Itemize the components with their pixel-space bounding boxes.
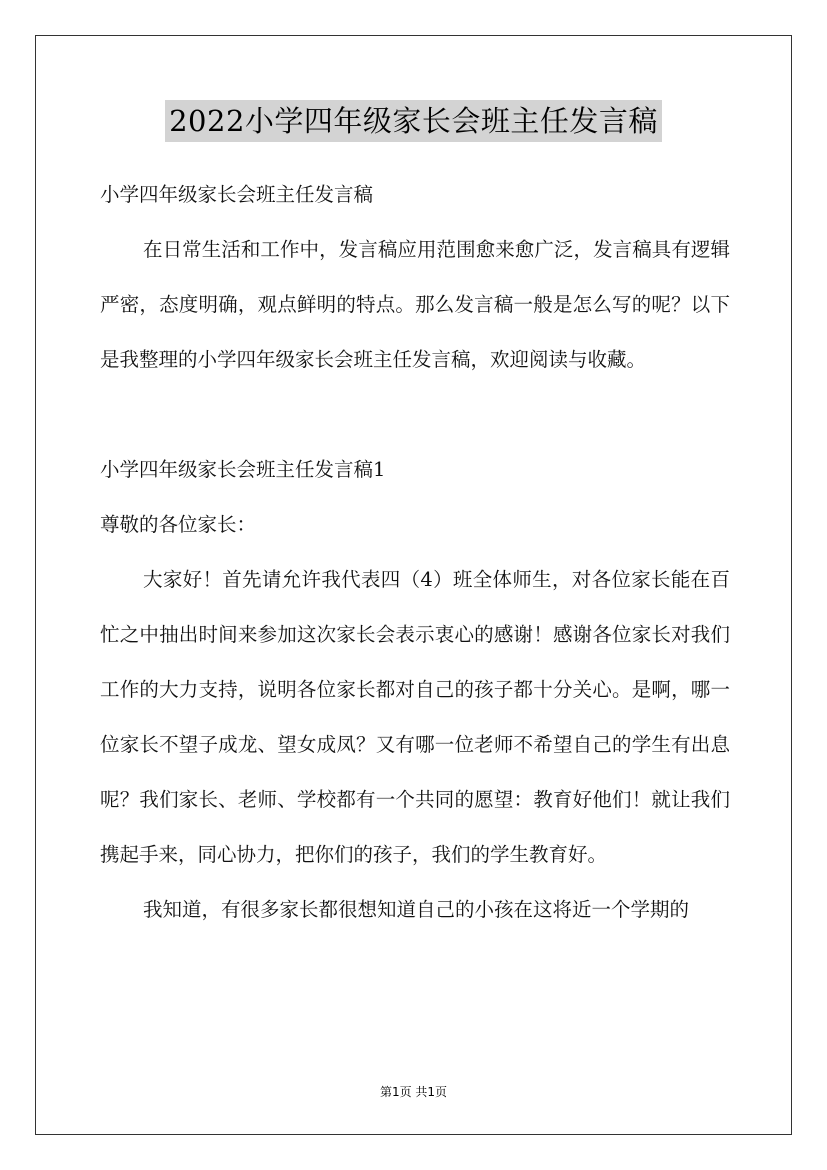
page-footer: 第1页 共1页 xyxy=(379,1085,448,1099)
subtitle: 小学四年级家长会班主任发言稿 xyxy=(100,183,374,206)
document-body xyxy=(100,167,730,937)
body-paragraph: 我知道，有很多家长都很想知道自己的小孩在这将近一个学期的 xyxy=(143,898,690,921)
salutation: 尊敬的各位家长： xyxy=(100,513,257,536)
intro-paragraph: 在日常生活和工作中，发言稿应用范围愈来愈广泛，发言稿具有逻辑严密，态度明确，观点鲜明的特点。那么发言稿一般是怎么写的呢？以下是我整理的小学四年级家长会班主任发言稿，欢迎阅读与收藏。 xyxy=(100,238,730,371)
section-heading: 小学四年级家长会班主任发言稿1 xyxy=(100,458,386,481)
section-spacer xyxy=(100,387,730,442)
title-container xyxy=(0,100,827,142)
document-title: 2022小学四年级家长会班主任发言稿 xyxy=(165,100,662,142)
body-paragraph: 大家好！首先请允许我代表四（4）班全体师生，对各位家长能在百忙之中抽出时间来参加这次家长会表示衷心的感谢！感谢各位家长对我们工作的大力支持，说明各位家长都对自己的孩子都十分关心。是啊，哪一位家长不望子成龙、望女成凤？又有哪一位老师不希望自己的学生有出息呢？我们家长、老师、学校都有一个共同的愿望：教育好他们！就让我们携起手来，同心协力，把你们的孩子，我们的学生教育好。 xyxy=(100,568,730,866)
